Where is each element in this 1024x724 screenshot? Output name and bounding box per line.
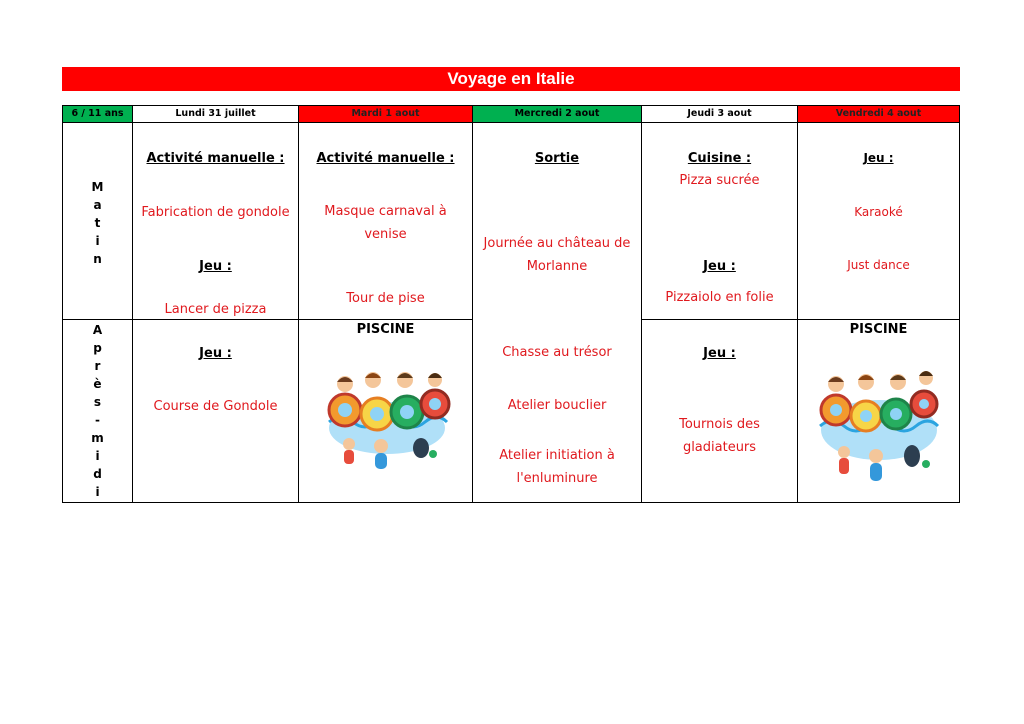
day-header-vendredi: Vendredi 4 aout (797, 105, 960, 123)
mercredi-line4: Atelier bouclier (507, 398, 607, 413)
mardi-matin-activity2: Tour de pise (346, 291, 425, 306)
apres-midi-label-cell (62, 319, 133, 503)
lundi-am-title: Jeu : (199, 346, 232, 361)
vendredi-matin-activity2: Just dance (847, 258, 910, 272)
mercredi-cell (472, 122, 642, 503)
jeudi-am-activity-l2: gladiateurs (682, 440, 757, 455)
apres-midi-label: A p r è s - m i d i (91, 323, 104, 499)
mercredi-title: Sortie (534, 151, 580, 166)
lundi-matin-title: Activité manuelle : (146, 151, 285, 166)
day-header-mercredi: Mercredi 2 aout (472, 105, 642, 123)
jeudi-matin-title: Cuisine : (687, 151, 752, 166)
day-header-jeudi: Jeudi 3 aout (641, 105, 798, 123)
mardi-matin-title: Activité manuelle : (316, 151, 455, 166)
mardi-matin-activity-l1: Masque carnaval à (324, 204, 447, 219)
day-header-lundi: Lundi 31 juillet (132, 105, 299, 123)
jeudi-am-title: Jeu : (703, 346, 736, 361)
page-title: Voyage en Italie (62, 67, 960, 91)
schedule-table (62, 105, 960, 503)
lundi-apres-midi-cell (132, 319, 299, 503)
mardi-apres-midi-cell (298, 319, 473, 503)
mercredi-line1: Journée au château de (483, 236, 631, 251)
jeudi-matin-cell (641, 122, 798, 320)
lundi-matin-title2: Jeu : (199, 259, 232, 274)
vendredi-matin-activity: Karaoké (854, 205, 903, 219)
day-header-mardi: Mardi 1 aout (298, 105, 473, 123)
pool-kids-illustration-icon (814, 360, 944, 490)
vendredi-apres-midi-cell (797, 319, 960, 503)
matin-label: M a t i n (91, 180, 104, 266)
lundi-matin-cell (132, 122, 299, 320)
jeudi-matin-title2: Jeu : (703, 259, 736, 274)
lundi-am-activity: Course de Gondole (153, 399, 278, 414)
mercredi-line3: Chasse au trésor (502, 345, 612, 360)
age-header: 6 / 11 ans (62, 105, 133, 123)
mardi-am-title: PISCINE (356, 322, 415, 337)
vendredi-matin-cell (797, 122, 960, 320)
matin-label-cell (62, 122, 133, 320)
jeudi-apres-midi-cell (641, 319, 798, 503)
mardi-matin-activity-l2: venise (364, 227, 407, 242)
lundi-matin-activity: Fabrication de gondole (141, 205, 290, 220)
jeudi-matin-activity2: Pizzaiolo en folie (665, 290, 774, 305)
lundi-matin-activity2: Lancer de pizza (164, 302, 267, 317)
jeudi-matin-activity: Pizza sucrée (679, 173, 760, 188)
pool-kids-illustration-icon (321, 362, 453, 482)
mercredi-line5: Atelier initiation à (499, 448, 615, 463)
mercredi-line2: Morlanne (526, 259, 588, 274)
mercredi-line6: l'enluminure (516, 471, 598, 486)
mardi-matin-cell (298, 122, 473, 320)
vendredi-matin-title: Jeu : (863, 151, 894, 165)
vendredi-am-title: PISCINE (849, 322, 908, 337)
jeudi-am-activity-l1: Tournois des (679, 417, 760, 432)
